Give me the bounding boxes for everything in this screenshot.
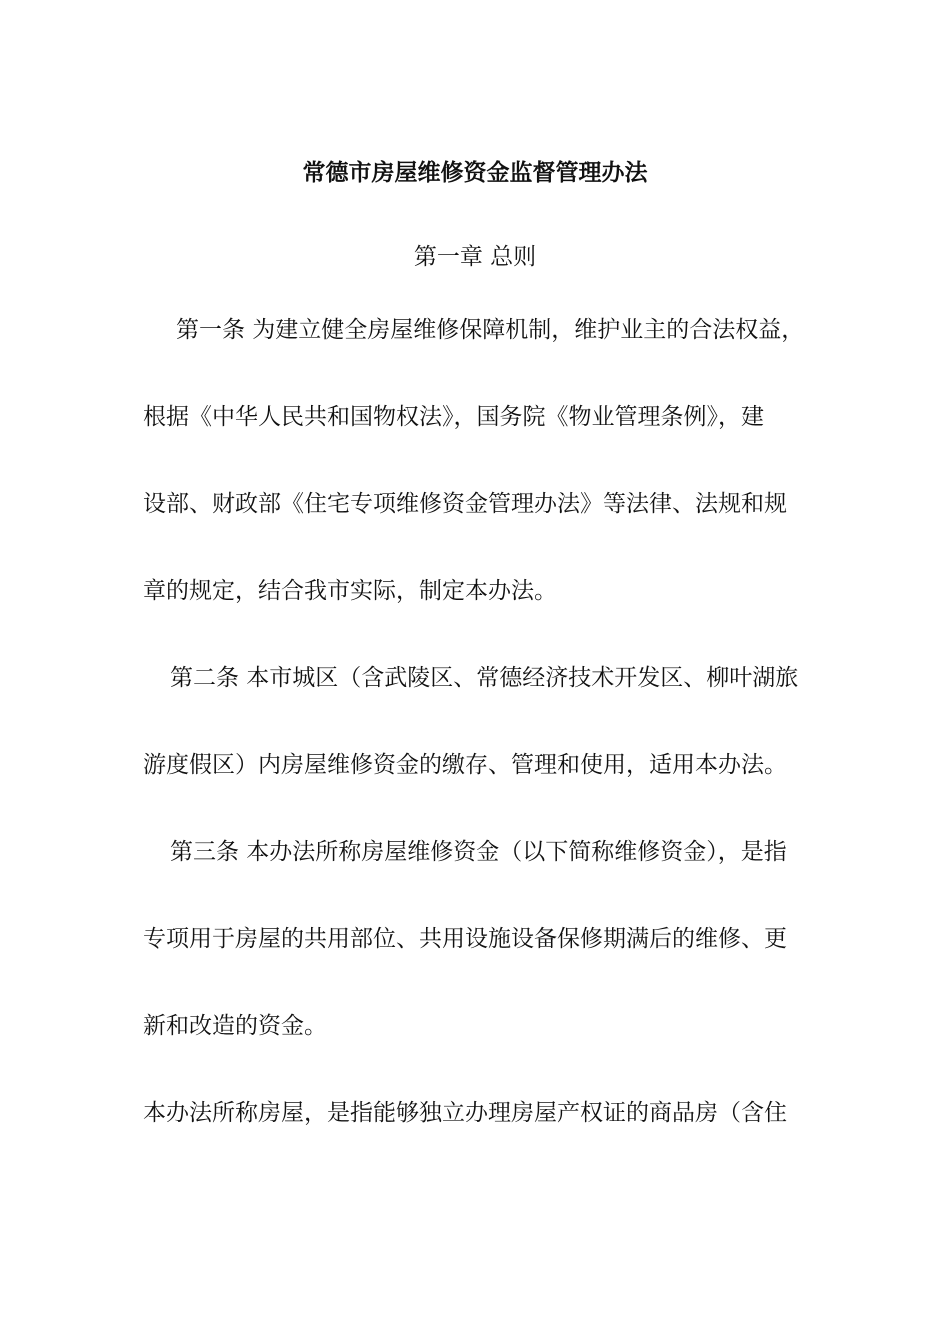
chapter-heading: 第一章 总则 (413, 244, 537, 270)
paragraph-line: 根据《中华人民共和国物权法》，国务院《物业管理条例》，建 (143, 404, 764, 430)
document-title: 常德市房屋维修资金监督管理办法 (302, 160, 648, 186)
paragraph-line: 专项用于房屋的共用部位、共用设施设备保修期满后的维修、更 (143, 926, 787, 952)
paragraph-line: 设部、财政部《住宅专项维修资金管理办法》等法律、法规和规 (143, 491, 787, 517)
paragraph-line: 章的规定，结合我市实际，制定本办法。 (143, 578, 557, 604)
paragraph-line: 第三条 本办法所称房屋维修资金（以下简称维修资金），是指 (170, 839, 787, 865)
paragraph-line: 游度假区）内房屋维修资金的缴存、管理和使用，适用本办法。 (143, 752, 787, 778)
paragraph-line: 第一条 为建立健全房屋维修保障机制，维护业主的合法权益， (176, 317, 805, 343)
paragraph-line: 本办法所称房屋，是指能够独立办理房屋产权证的商品房（含住 (143, 1100, 787, 1126)
paragraph-line: 新和改造的资金。 (143, 1013, 327, 1039)
paragraph-line: 第二条 本市城区（含武陵区、常德经济技术开发区、柳叶湖旅 (170, 665, 799, 691)
